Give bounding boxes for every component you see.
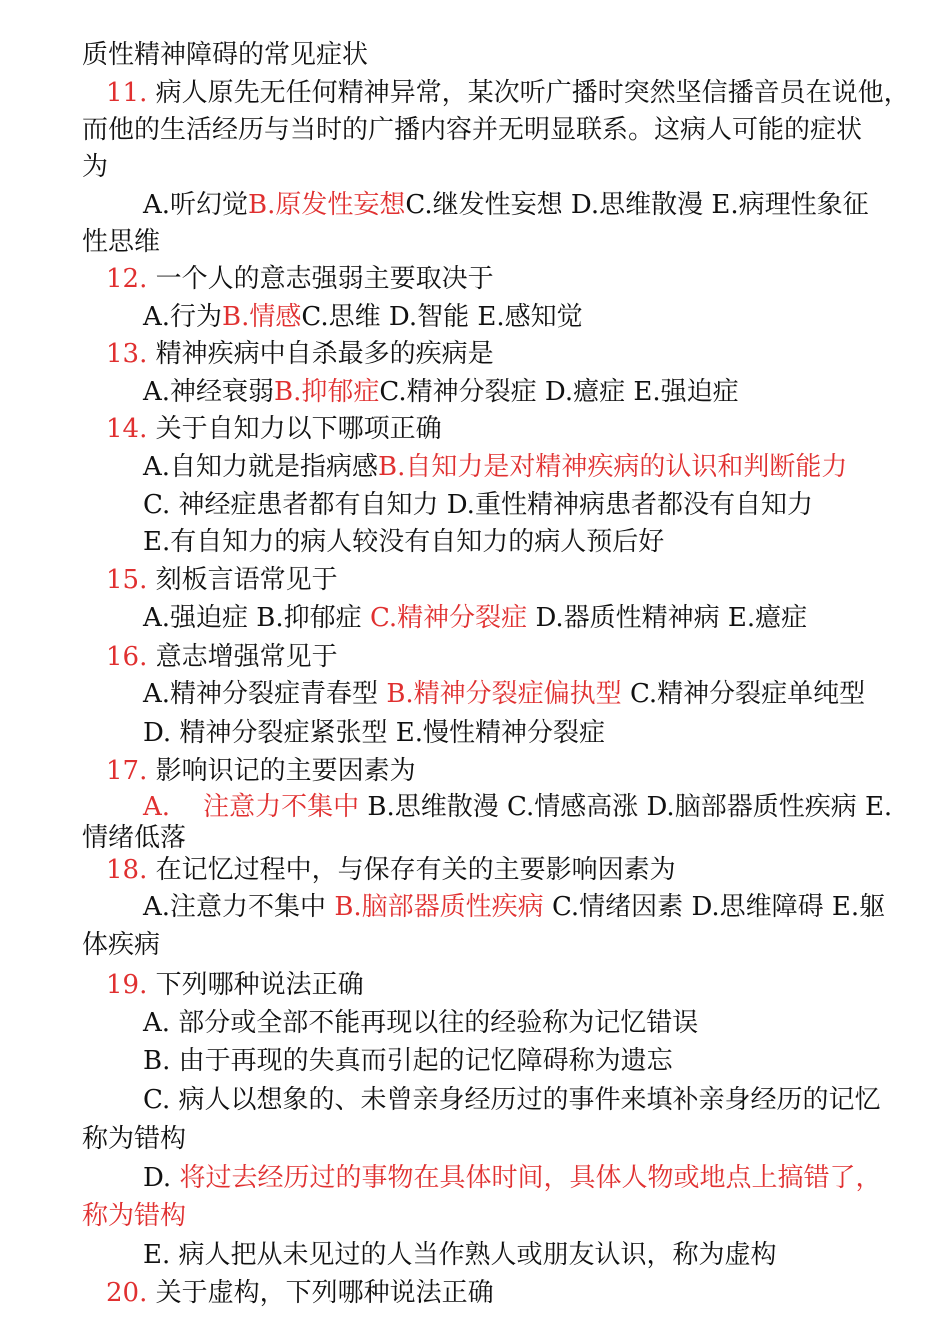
highlighted-text: 15. (106, 565, 148, 595)
body-text: 关于虚构，下列哪种说法正确 (147, 1278, 494, 1308)
text-line (143, 375, 739, 409)
body-text: E. 病人把从未见过的人当作熟人或朋友认识，称为虚构 (143, 1240, 777, 1270)
body-text: C. 病人以想象的、未曾亲身经历过的事件来填补亲身经历的记忆 (143, 1085, 881, 1115)
text-line (106, 337, 494, 371)
body-text: B.思维散漫 C.情感高涨 D.脑部器质性疾病 E. (359, 792, 893, 822)
highlighted-text: B.抑郁症 (274, 377, 380, 407)
text-line (82, 928, 160, 962)
text-line (82, 821, 186, 855)
text-line (106, 1276, 494, 1310)
highlighted-text: 12. (106, 264, 148, 294)
highlighted-text: 14. (106, 414, 148, 444)
body-text: 体疾病 (82, 930, 161, 960)
text-line (106, 262, 494, 296)
body-text: C.思维 D.智能 E.感知觉 (301, 302, 583, 332)
highlighted-text: 17. (106, 756, 148, 786)
body-text: C.继发性妄想 D.思维散漫 E.病理性象征 (405, 190, 869, 220)
body-text: 精神疾病中自杀最多的疾病是 (147, 339, 494, 369)
highlighted-text: A. 注意力不集中 (143, 792, 360, 822)
body-text: A.听幻觉 (143, 190, 249, 220)
body-text: D. (143, 1163, 180, 1193)
body-text: C. 神经症患者都有自知力 D.重性精神病患者都没有自知力 (143, 490, 813, 520)
body-text: A.注意力不集中 (143, 892, 335, 922)
highlighted-text: B.精神分裂症偏执型 (386, 679, 622, 709)
body-text: 在记忆过程中，与保存有关的主要影响因素为 (147, 855, 676, 885)
body-text: 刻板言语常见于 (147, 565, 338, 595)
body-text: 为 (82, 152, 109, 182)
text-line (82, 225, 160, 259)
highlighted-text: B.脑部器质性疾病 (334, 892, 544, 922)
highlighted-text: B.原发性妄想 (248, 190, 406, 220)
body-text: A.自知力就是指病感 (143, 452, 379, 482)
text-line (82, 38, 368, 72)
body-text: A.强迫症 B.抑郁症 (143, 603, 370, 633)
body-text: 影响识记的主要因素为 (147, 756, 416, 786)
text-line (143, 525, 664, 559)
body-text: C.精神分裂症单纯型 (621, 679, 866, 709)
highlighted-text: C.精神分裂症 (369, 603, 528, 633)
text-line (106, 412, 442, 446)
text-line (82, 150, 108, 184)
highlighted-text: 11. (106, 78, 148, 108)
body-text: 下列哪种说法正确 (147, 970, 364, 1000)
text-line (106, 563, 338, 597)
body-text: 情绪低落 (82, 823, 187, 853)
text-line (143, 1006, 698, 1040)
highlighted-text: 20. (106, 1278, 148, 1308)
body-text: A. 部分或全部不能再现以往的经验称为记忆错误 (143, 1008, 699, 1038)
body-text: A.精神分裂症青春型 (143, 679, 387, 709)
highlighted-text: 称为错构 (82, 1201, 187, 1231)
highlighted-text: 19. (106, 970, 148, 1000)
text-line (143, 1238, 777, 1272)
body-text: C.精神分裂症 D.癔症 E.强迫症 (379, 377, 739, 407)
text-line (143, 488, 813, 522)
body-text: B. 由于再现的失真而引起的记忆障碍称为遗忘 (143, 1046, 673, 1076)
text-line (143, 601, 807, 635)
text-line (143, 790, 892, 824)
body-text: E.有自知力的病人较没有自知力的病人预后好 (143, 527, 665, 557)
text-line (143, 716, 605, 750)
text-line (143, 677, 865, 711)
body-text: 而他的生活经历与当时的广播内容并无明显联系。这病人可能的症状 (82, 115, 863, 145)
highlighted-text: B.情感 (222, 302, 302, 332)
body-text: D. 精神分裂症紧张型 E.慢性精神分裂症 (143, 718, 605, 748)
text-line (82, 1199, 186, 1233)
highlighted-text: 13. (106, 339, 148, 369)
text-line (106, 968, 364, 1002)
text-line (143, 890, 885, 924)
text-line (82, 113, 862, 147)
text-line (143, 1044, 673, 1078)
text-line (143, 1083, 881, 1117)
text-line (143, 450, 847, 484)
text-line (143, 1161, 881, 1195)
text-line (106, 853, 676, 887)
highlighted-text: 18. (106, 855, 148, 885)
body-text: 一个人的意志强弱主要取决于 (147, 264, 494, 294)
highlighted-text: B.自知力是对精神疾病的认识和判断能力 (378, 452, 848, 482)
body-text: 质性精神障碍的常见症状 (82, 40, 369, 70)
highlighted-text: 16. (106, 642, 148, 672)
body-text: 病人原先无任何精神异常，某次听广播时突然坚信播音员在说他， (147, 78, 910, 108)
body-text: 称为错构 (82, 1124, 187, 1154)
text-line (143, 300, 583, 334)
body-text: 性思维 (82, 227, 161, 257)
body-text: 意志增强常见于 (147, 642, 338, 672)
text-line (106, 76, 910, 110)
text-line (143, 188, 869, 222)
body-text: D.器质性精神病 E.癔症 (527, 603, 808, 633)
highlighted-text: 将过去经历过的事物在具体时间，具体人物或地点上搞错了， (179, 1163, 882, 1193)
body-text: A.行为 (143, 302, 223, 332)
body-text: 关于自知力以下哪项正确 (147, 414, 442, 444)
body-text: A.神经衰弱 (143, 377, 275, 407)
text-line (106, 754, 416, 788)
text-line (82, 1122, 186, 1156)
text-line (106, 640, 338, 674)
body-text: C.情绪因素 D.思维障碍 E.躯 (543, 892, 886, 922)
